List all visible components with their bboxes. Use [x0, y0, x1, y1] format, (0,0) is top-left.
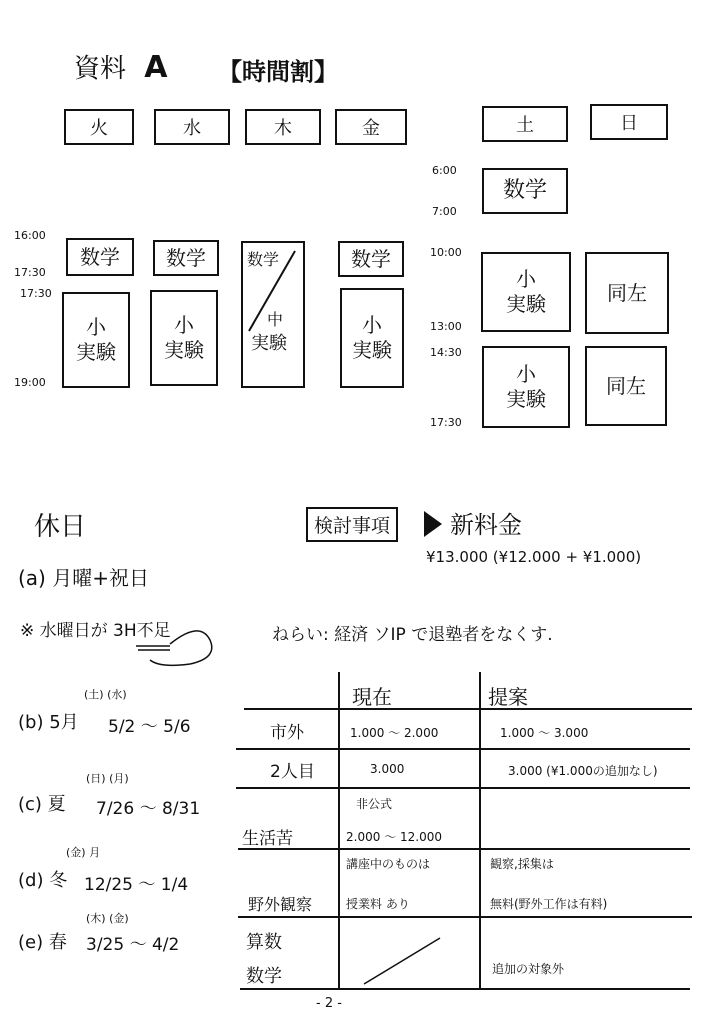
doc-letter: A: [144, 50, 168, 85]
table-rule: [244, 708, 692, 710]
slot-level: 小: [516, 267, 536, 291]
holiday-b-dates: 5/2 〜 5/6: [108, 717, 191, 737]
slot-tue-lab: [62, 292, 130, 388]
time-label: 7:00: [432, 205, 457, 218]
row-label: 野外観察: [248, 895, 313, 914]
review-topic: 新料金: [450, 511, 522, 539]
page-title: 【時間割】: [218, 58, 338, 86]
time-label: 14:30: [430, 346, 462, 359]
time-label: 17:30: [430, 416, 462, 429]
empty-cell-slash: [360, 934, 444, 988]
table-rule: [240, 988, 690, 990]
holiday-e-dates: 3/25 〜 4/2: [86, 935, 180, 955]
cell-proposal: 追加の対象外: [492, 962, 565, 976]
day-box-sun: 日: [590, 104, 668, 140]
row-label: 2人目: [270, 762, 315, 782]
row-label: 市外: [270, 723, 304, 743]
table-rule: [238, 916, 692, 918]
cell-proposal: 3.000 (¥1.000の追加なし): [508, 764, 658, 778]
time-label: 17:30: [20, 287, 52, 300]
slot-sun-2: 同左: [585, 346, 667, 426]
slot-subject: 数学: [247, 250, 280, 269]
col-header-proposal: 提案: [488, 685, 528, 709]
holiday-e-days: (木) (金): [86, 912, 129, 925]
holiday-heading: 休日: [34, 512, 87, 542]
holiday-e-label: (e) 春: [18, 932, 67, 953]
slot-sun-1: 同左: [585, 252, 669, 334]
holiday-d-label: (d) 冬: [18, 870, 68, 891]
time-label: 10:00: [430, 246, 462, 259]
day-box-sat: 土: [482, 106, 568, 142]
slot-subject: 実験: [352, 338, 392, 362]
slot-level: 小: [362, 313, 382, 337]
table-rule: [236, 748, 690, 750]
slot-sat-lab-1: [481, 252, 571, 332]
holiday-d-days: (金) 月: [66, 846, 101, 859]
holiday-a: (a) 月曜+祝日: [18, 566, 149, 590]
slot-fri-math: 数学: [338, 241, 404, 277]
col-header-current: 現在: [352, 685, 392, 709]
slot-level: 小: [174, 313, 194, 337]
holiday-d-dates: 12/25 〜 1/4: [84, 875, 189, 895]
cell-current: 講座中のものは: [346, 857, 431, 871]
table-col-divider: [338, 672, 340, 990]
holiday-b-label: (b) 5月: [18, 712, 79, 733]
slot-sat-lab-2: [482, 346, 570, 428]
slot-level: 小: [86, 315, 106, 339]
holiday-c-dates: 7/26 〜 8/31: [96, 799, 201, 819]
cell-current: 1.000 〜 2.000: [350, 726, 439, 740]
day-box-thu: 木: [245, 109, 321, 145]
day-box-tue: 火: [64, 109, 134, 145]
holiday-c-days: (日) (月): [86, 772, 129, 785]
time-label: 16:00: [14, 229, 46, 242]
time-label: 13:00: [430, 320, 462, 333]
holiday-b-days: (土) (水): [84, 688, 127, 701]
cell-proposal: 無料(野外工作は有料): [490, 897, 608, 911]
slot-fri-lab: [340, 288, 404, 388]
slot-thu-combined: [241, 241, 305, 388]
doc-label: 資料 A: [74, 50, 168, 85]
arrow-right-icon: [424, 511, 444, 537]
slot-subject: 実験: [76, 340, 116, 364]
cell-current: 非公式: [356, 797, 393, 811]
time-label: 17:30: [14, 266, 46, 279]
row-label: 生活苦: [242, 829, 293, 849]
day-box-fri: 金: [335, 109, 407, 145]
slot-tue-math: 数学: [66, 238, 134, 276]
slot-wed-math: 数学: [153, 240, 219, 276]
row-label: 数学: [246, 966, 282, 987]
new-price: ¥13.000 (¥12.000 + ¥1.000): [426, 548, 642, 566]
holiday-note: ※ 水曜日が 3H不足: [20, 621, 171, 641]
table-rule: [236, 787, 690, 789]
slot-level: 小: [516, 362, 536, 386]
cell-current: 3.000: [370, 762, 405, 776]
row-label: 算数: [246, 932, 282, 953]
slot-subject: 実験: [164, 338, 204, 362]
table-col-divider: [479, 672, 481, 990]
slot-subject: 実験: [251, 333, 287, 354]
slot-wed-lab: [150, 290, 218, 386]
slot-subject: 実験: [506, 387, 546, 411]
time-label: 6:00: [432, 164, 457, 177]
slot-sat-math: 数学: [482, 168, 568, 214]
table-rule: [238, 848, 690, 850]
slot-subject: 実験: [506, 292, 546, 316]
day-box-wed: 水: [154, 109, 230, 145]
holiday-c-label: (c) 夏: [18, 794, 66, 815]
note-underline-scribble: [130, 600, 226, 670]
time-label: 19:00: [14, 376, 46, 389]
cell-proposal: 1.000 〜 3.000: [500, 726, 589, 740]
slot-level: 中: [267, 310, 284, 329]
page-number: - 2 -: [316, 996, 342, 1011]
cell-current: 2.000 〜 12.000: [346, 830, 442, 844]
review-aim: ねらい: 経済 ソIP で退塾者をなくす.: [272, 625, 553, 645]
cell-current: 授業料 あり: [346, 897, 410, 911]
cell-proposal: 観察,採集は: [490, 857, 554, 871]
review-tag: 検討事項: [306, 507, 398, 542]
